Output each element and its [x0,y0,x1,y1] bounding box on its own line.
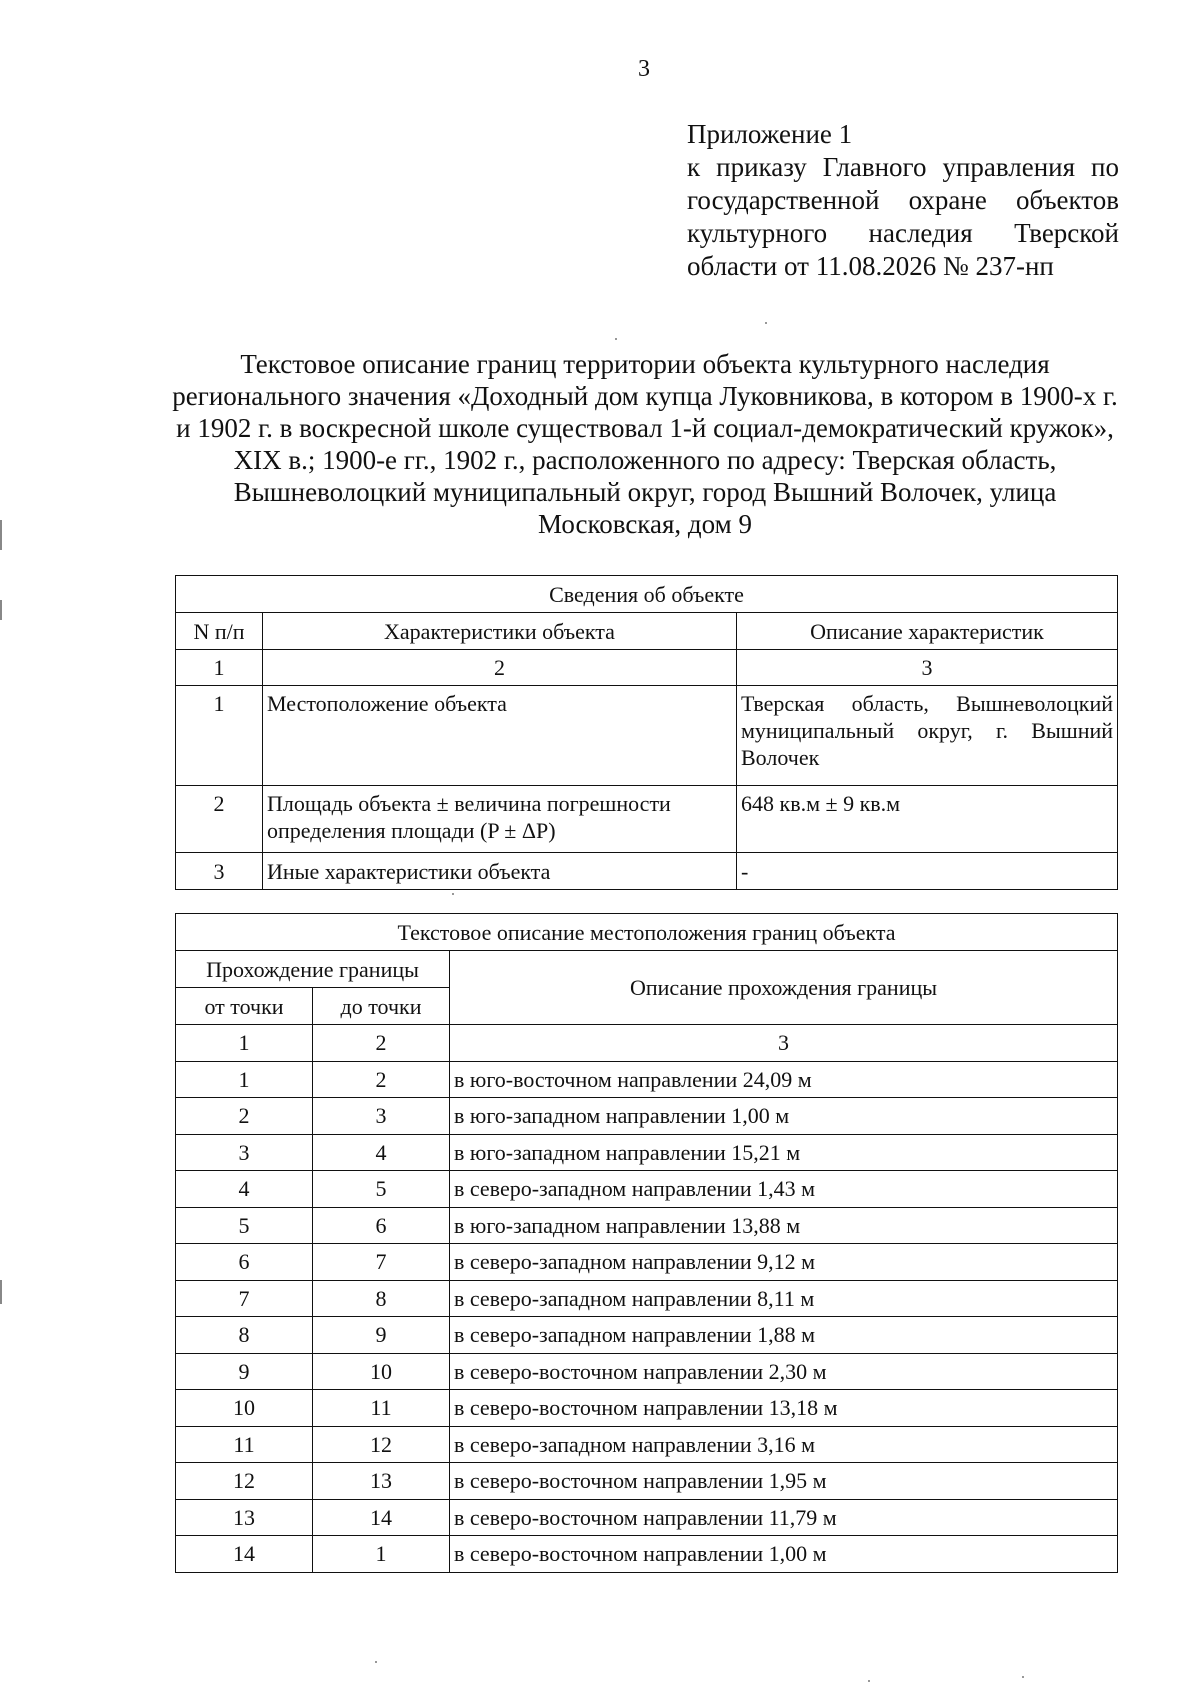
boundary-description-cell: в северо-западном направлении 8,11 м [450,1280,1118,1317]
to-point-cell: 9 [313,1317,450,1354]
from-point-cell: 14 [176,1536,313,1573]
boundary-description-cell: в северо-западном направлении 1,88 м [450,1317,1118,1354]
to-point-cell: 4 [313,1134,450,1171]
object-info-table [175,575,1118,890]
column-header-characteristic: Характеристики объекта [263,613,737,650]
from-point-cell: 2 [176,1098,313,1135]
column-header-from-point: от точки [176,988,313,1025]
table-row [176,1134,1118,1171]
column-number: 2 [313,1025,450,1062]
table-row [176,1061,1118,1098]
column-number: 2 [263,650,737,686]
boundary-description-cell: в северо-западном направлении 3,16 м [450,1426,1118,1463]
from-point-cell: 13 [176,1499,313,1536]
column-numbering-row [176,1025,1118,1062]
row-number: 2 [176,786,263,853]
from-point-cell: 1 [176,1061,313,1098]
characteristic-cell: Местоположение объекта [263,686,737,786]
column-number: 3 [737,650,1118,686]
to-point-cell: 7 [313,1244,450,1281]
table-row [176,1280,1118,1317]
scan-speck [615,338,617,340]
from-point-cell: 11 [176,1426,313,1463]
scan-speck [375,1661,377,1663]
from-point-cell: 5 [176,1207,313,1244]
to-point-cell: 1 [313,1536,450,1573]
group-header-boundary-passage: Прохождение границы [176,951,450,988]
from-point-cell: 7 [176,1280,313,1317]
boundary-description-cell: в северо-восточном направлении 11,79 м [450,1499,1118,1536]
scan-edge-mark [0,600,2,620]
description-cell: 648 кв.м ± 9 кв.м [737,786,1118,853]
table-caption-row [176,914,1118,951]
to-point-cell: 10 [313,1353,450,1390]
table-row [176,1536,1118,1573]
boundary-description-cell: в северо-западном направлении 1,43 м [450,1171,1118,1208]
column-header-number: N п/п [176,613,263,650]
to-point-cell: 8 [313,1280,450,1317]
boundary-table-caption: Текстовое описание местоположения границ объекта [176,914,1118,951]
table-row [176,686,1118,786]
table-row [176,1499,1118,1536]
scan-speck [868,1680,870,1682]
scan-speck [452,893,454,895]
table-row [176,1171,1118,1208]
column-number: 1 [176,1025,313,1062]
document-title: Текстовое описание границ территории объекта культурного наследия регионального значения «Доходный дом купца Луковникова, в котором в 1900-х г. и 1902 г. в воскресной школе существовал 1-й социал-демократический кружок», XIX в.; 1900-е гг., 1902 г., расположенного по адресу: Тверская область, Вышневолоцкий муниципальный округ, город Вышний Волочек, улица Московская, дом 9 [172,349,1118,539]
table-row [176,853,1118,890]
to-point-cell: 5 [313,1171,450,1208]
from-point-cell: 6 [176,1244,313,1281]
to-point-cell: 11 [313,1390,450,1427]
column-number: 1 [176,650,263,686]
boundary-description-table [175,913,1118,1573]
boundary-rows [176,1061,1118,1572]
scan-speck [1022,1676,1024,1678]
table-row [176,1207,1118,1244]
table-row [176,1244,1118,1281]
boundary-description-cell: в северо-восточном направлении 2,30 м [450,1353,1118,1390]
row-number: 1 [176,686,263,786]
boundary-description-cell: в северо-восточном направлении 1,00 м [450,1536,1118,1573]
page-number: 3 [638,56,650,82]
to-point-cell: 13 [313,1463,450,1500]
from-point-cell: 8 [176,1317,313,1354]
scan-speck [765,322,767,324]
boundary-description-cell: в юго-западном направлении 15,21 м [450,1134,1118,1171]
to-point-cell: 12 [313,1426,450,1463]
column-number: 3 [450,1025,1118,1062]
characteristic-cell: Площадь объекта ± величина погрешности определения площади (P ± ΔP) [263,786,737,853]
row-number: 3 [176,853,263,890]
appendix-number: Приложение 1 [687,119,853,149]
boundary-description-cell: в юго-восточном направлении 24,09 м [450,1061,1118,1098]
boundary-description-cell: в юго-западном направлении 1,00 м [450,1098,1118,1135]
from-point-cell: 3 [176,1134,313,1171]
table-row [176,1463,1118,1500]
scan-edge-mark [0,1280,2,1304]
column-header-description: Описание характеристик [737,613,1118,650]
table-row [176,1390,1118,1427]
appendix-order-reference: к приказу Главного управления по государственной охране объектов культурного наследия Тверской области от 11.08.2026 № 237-нп [687,152,1119,281]
table-row [176,1426,1118,1463]
table-row [176,1353,1118,1390]
from-point-cell: 4 [176,1171,313,1208]
column-header-description: Описание прохождения границы [450,951,1118,1025]
table-row [176,1098,1118,1135]
column-numbering-row [176,650,1118,686]
table-caption-row [176,576,1118,613]
boundary-description-cell: в юго-западном направлении 13,88 м [450,1207,1118,1244]
scan-edge-mark [0,520,2,550]
to-point-cell: 2 [313,1061,450,1098]
to-point-cell: 14 [313,1499,450,1536]
description-cell: - [737,853,1118,890]
from-point-cell: 10 [176,1390,313,1427]
from-point-cell: 12 [176,1463,313,1500]
from-point-cell: 9 [176,1353,313,1390]
characteristic-cell: Иные характеристики объекта [263,853,737,890]
table-header-row [176,951,1118,988]
boundary-description-cell: в северо-западном направлении 9,12 м [450,1244,1118,1281]
appendix-header [687,118,1119,283]
column-header-to-point: до точки [313,988,450,1025]
boundary-description-cell: в северо-восточном направлении 1,95 м [450,1463,1118,1500]
boundary-description-cell: в северо-восточном направлении 13,18 м [450,1390,1118,1427]
table-header-row [176,613,1118,650]
table-row [176,786,1118,853]
to-point-cell: 6 [313,1207,450,1244]
description-cell: Тверская область, Вышневолоцкий муниципальный округ, г. Вышний Волочек [737,686,1118,786]
to-point-cell: 3 [313,1098,450,1135]
object-table-caption: Сведения об объекте [176,576,1118,613]
table-row [176,1317,1118,1354]
